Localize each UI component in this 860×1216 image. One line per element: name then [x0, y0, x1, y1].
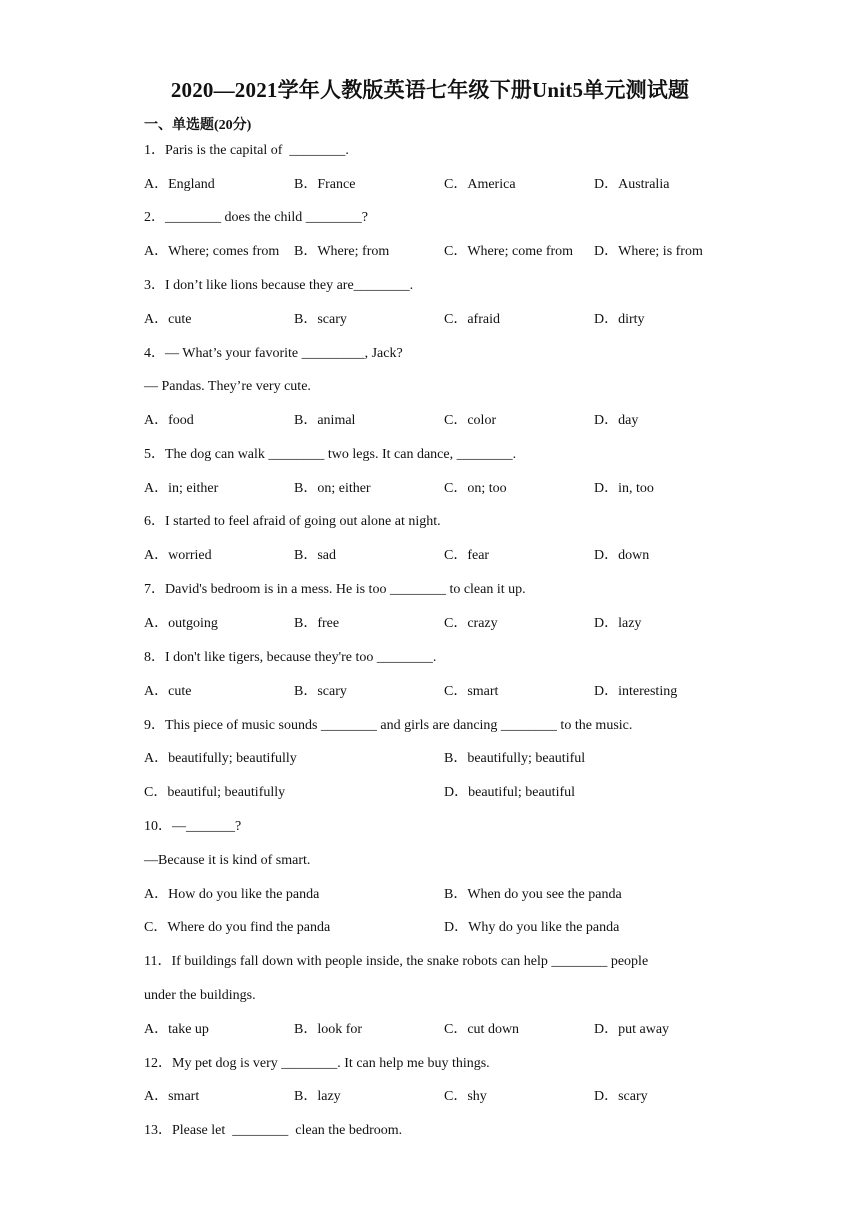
question-1-option-b: B．France	[294, 177, 356, 192]
page-title: 2020—2021学年人教版英语七年级下册Unit5单元测试题	[170, 78, 690, 102]
question-6-option-a: A．worried	[144, 548, 212, 563]
question-8-option-a: A．cute	[144, 684, 192, 699]
question-8-stem: 8．I don't like tigers, because they're too ________.	[144, 650, 437, 665]
question-9-option-b: B．beautifully; beautiful	[444, 751, 586, 766]
question-2-stem: 2．________ does the child ________?	[144, 210, 368, 225]
question-3-option-c: C．afraid	[444, 312, 500, 327]
question-10-option-d: D．Why do you like the panda	[444, 920, 620, 935]
question-2-option-d: D．Where; is from	[594, 244, 703, 259]
question-12-option-c: C．shy	[444, 1089, 487, 1104]
question-12-option-d: D．scary	[594, 1089, 648, 1104]
question-12-stem: 12．My pet dog is very ________. It can help me buy things.	[144, 1056, 490, 1071]
question-7-option-b: B．free	[294, 616, 340, 631]
question-11-option-a: A．take up	[144, 1022, 209, 1037]
question-3-option-d: D．dirty	[594, 312, 645, 327]
question-8-option-d: D．interesting	[594, 684, 678, 699]
question-4-option-a: A．food	[144, 413, 194, 428]
question-3-option-a: A．cute	[144, 312, 192, 327]
question-9-stem: 9．This piece of music sounds ________ and girls are dancing ________ to the music.	[144, 718, 633, 733]
question-5-option-c: C．on; too	[444, 481, 507, 496]
question-10-option-b: B．When do you see the panda	[444, 887, 622, 902]
question-5-option-a: A．in; either	[144, 481, 219, 496]
question-8-option-c: C．smart	[444, 684, 499, 699]
question-2-option-b: B．Where; from	[294, 244, 390, 259]
question-1-option-c: C．America	[444, 177, 516, 192]
question-13-stem: 13．Please let ________ clean the bedroom.	[144, 1123, 403, 1138]
question-6-option-c: C．fear	[444, 548, 490, 563]
question-1-stem: 1．Paris is the capital of ________.	[144, 143, 349, 158]
question-11-stem-line-2: under the buildings.	[144, 988, 256, 1003]
question-11-option-c: C．cut down	[444, 1022, 520, 1037]
question-2-option-c: C．Where; come from	[444, 244, 574, 259]
question-9-option-a: A．beautifully; beautifully	[144, 751, 297, 766]
question-6-stem: 6．I started to feel afraid of going out alone at night.	[144, 514, 441, 529]
question-4-option-d: D．day	[594, 413, 639, 428]
question-7-option-d: D．lazy	[594, 616, 642, 631]
question-5-option-b: B．on; either	[294, 481, 371, 496]
question-7-option-c: C．crazy	[444, 616, 498, 631]
question-12-option-b: B．lazy	[294, 1089, 341, 1104]
question-2-option-a: A．Where; comes from	[144, 244, 280, 259]
question-5-option-d: D．in, too	[594, 481, 654, 496]
question-9-option-d: D．beautiful; beautiful	[444, 785, 576, 800]
question-12-option-a: A．smart	[144, 1089, 200, 1104]
question-11-stem: 11．If buildings fall down with people inside, the snake robots can help ________ people	[144, 954, 649, 969]
question-3-option-b: B．scary	[294, 312, 347, 327]
question-4-option-b: B．animal	[294, 413, 356, 428]
question-7-stem: 7．David's bedroom is in a mess. He is too ________ to clean it up.	[144, 582, 526, 597]
question-4-option-c: C．color	[444, 413, 497, 428]
question-1-option-d: D．Australia	[594, 177, 670, 192]
question-11-option-d: D．put away	[594, 1022, 670, 1037]
question-10-stem: 10．—_______?	[144, 819, 242, 834]
question-11-option-b: B．look for	[294, 1022, 363, 1037]
question-8-option-b: B．scary	[294, 684, 347, 699]
question-10-stem-line-2: —Because it is kind of smart.	[144, 853, 311, 868]
question-4-stem: 4．— What’s your favorite _________, Jack?	[144, 346, 403, 361]
section-heading: 一、单选题(20分)	[144, 118, 252, 133]
question-9-option-c: C．beautiful; beautifully	[144, 785, 286, 800]
question-10-option-a: A．How do you like the panda	[144, 887, 320, 902]
question-1-option-a: A．England	[144, 177, 215, 192]
question-6-option-b: B．sad	[294, 548, 336, 563]
question-5-stem: 5．The dog can walk ________ two legs. It can dance, ________.	[144, 447, 517, 462]
question-3-stem: 3．I don’t like lions because they are________.	[144, 278, 414, 293]
question-7-option-a: A．outgoing	[144, 616, 218, 631]
question-6-option-d: D．down	[594, 548, 650, 563]
question-10-option-c: C．Where do you find the panda	[144, 920, 331, 935]
question-4-stem-line-2: — Pandas. They’re very cute.	[144, 379, 311, 394]
